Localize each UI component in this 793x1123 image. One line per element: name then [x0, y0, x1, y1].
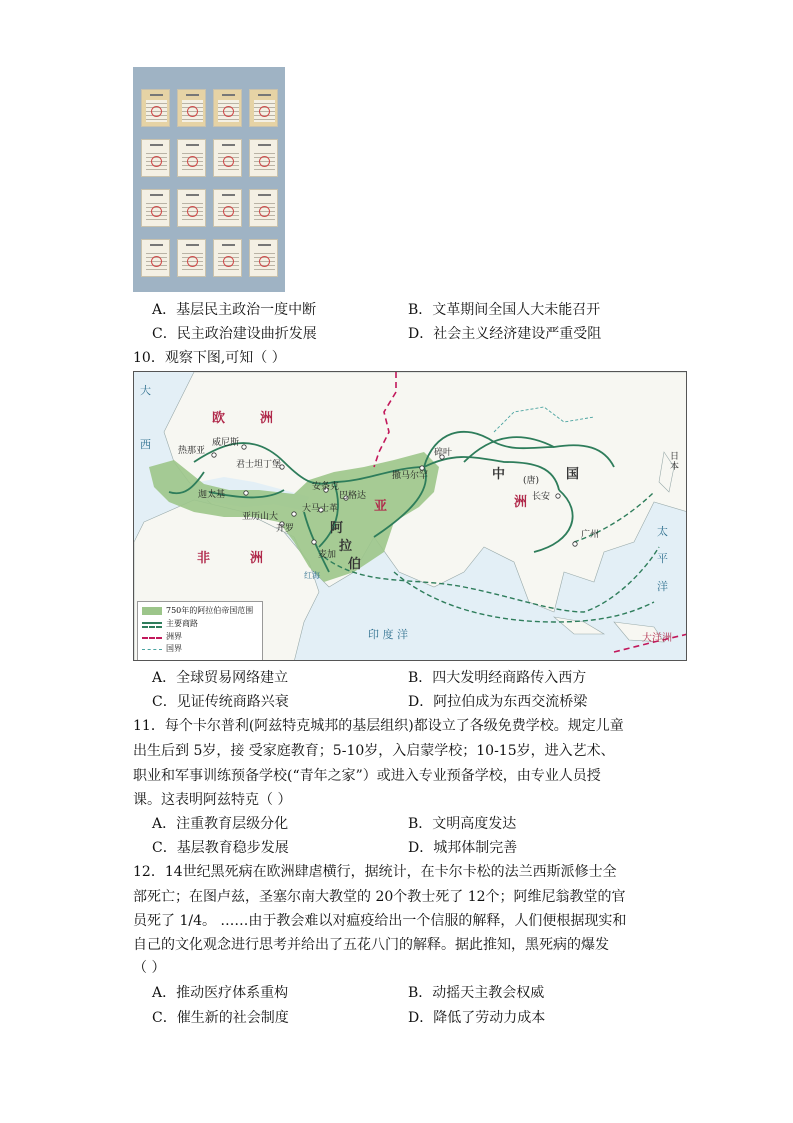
label-asia-zhou: 洲 [514, 495, 528, 510]
seal-icon [259, 256, 270, 267]
certificate-image [141, 89, 170, 127]
q11-stem-line-3: 职业和军事训练预备学校(“青年之家”）或进入专业预备学校，由专业人员授 [133, 768, 601, 784]
legend-empire-label: 750年的阿拉伯帝国范围 [166, 606, 254, 615]
label-africa-2: 洲 [250, 551, 264, 566]
q12-option-a[interactable]: A．推动医疗体系重构 [152, 985, 289, 1001]
legend-national-label: 国界 [166, 644, 182, 653]
legend-route-label: 主要商路 [166, 619, 198, 628]
certificate-image [177, 239, 206, 277]
seal-icon [151, 256, 162, 267]
legend-continent-swatch [142, 637, 162, 639]
legend-route-swatch [142, 622, 162, 624]
q11-stem-line-4: 课。这表明阿兹特克（ ） [133, 792, 292, 808]
seal-icon [187, 156, 198, 167]
q12-stem-line-4: 自己的文化观念进行思考并给出了五花八门的解释。据此推知，黑死病的爆发 [133, 937, 609, 953]
label-indian-ocean: 印 度 洋 [368, 628, 408, 641]
q11-option-b[interactable]: B．文明高度发达 [408, 816, 517, 832]
seal-icon [151, 156, 162, 167]
label-europe: 欧 [212, 411, 226, 426]
certificate-image [141, 139, 170, 177]
q12-option-c[interactable]: C．催生新的社会制度 [152, 1010, 289, 1026]
label-europe-2: 洲 [260, 411, 274, 426]
q9-option-c[interactable]: C．民主政治建设曲折发展 [152, 326, 317, 342]
certificate-image [213, 139, 242, 177]
q10-option-d[interactable]: D．阿拉伯成为东西交流桥梁 [408, 694, 588, 710]
seal-icon [223, 256, 234, 267]
label-arabia-3: 伯 [348, 557, 362, 572]
q12-option-b[interactable]: B．动摇天主教会权威 [408, 985, 545, 1001]
label-genoa: 热那亚 [178, 446, 206, 456]
label-antioch: 安条克 [312, 482, 340, 492]
label-red-sea: 红海 [304, 571, 320, 580]
q12-stem-line-3: 员死了 1/4。 ……由于教会难以对瘟疫给出一个信服的解释，人们便根据现实和 [133, 913, 627, 929]
legend-national-swatch [142, 649, 162, 650]
label-alexandria: 亚历山大 [242, 512, 279, 522]
seal-icon [259, 156, 270, 167]
label-arabia-2: 拉 [339, 539, 353, 554]
q10-option-b[interactable]: B．四大发明经商路传入西方 [408, 670, 587, 686]
label-japan: 日本 [670, 452, 680, 472]
certificates-photo [133, 67, 285, 292]
label-mecca: 麦加 [318, 550, 337, 560]
certificate-image [141, 189, 170, 227]
q10-option-c[interactable]: C．见证传统商路兴衰 [152, 694, 289, 710]
label-guangzhou: 广州 [581, 530, 600, 540]
q10-stem: 10．观察下图,可知（ ） [133, 350, 286, 366]
certificate-image [213, 239, 242, 277]
label-atlantic-1: 大 [140, 384, 151, 397]
certificate-image [177, 89, 206, 127]
label-china-guo: 国 [566, 467, 580, 482]
q9-option-a[interactable]: A．基层民主政治一度中断 [152, 302, 317, 318]
seal-icon [259, 106, 270, 117]
label-pacific-3: 洋 [657, 580, 668, 593]
label-pacific-1: 太 [657, 525, 668, 538]
legend-searoute-swatch [142, 626, 162, 628]
legend-empire-swatch [142, 607, 162, 615]
seal-icon [187, 106, 198, 117]
seal-icon [187, 256, 198, 267]
label-samarkand: 撒马尔罕 [392, 471, 429, 481]
q12-stem-line-2: 部死亡；在图卢兹，圣塞尔南大教堂的 20个教士死了 12个；阿维尼翁教堂的官 [133, 889, 626, 905]
seal-icon [223, 106, 234, 117]
q10-option-a[interactable]: A．全球贸易网络建立 [152, 670, 289, 686]
certificate-image [249, 239, 278, 277]
certificate-image [249, 89, 278, 127]
seal-icon [151, 206, 162, 217]
q11-option-a[interactable]: A．注重教育层级分化 [152, 816, 289, 832]
label-tang: (唐) [523, 476, 540, 486]
q9-option-d[interactable]: D．社会主义经济建设严重受阻 [408, 326, 602, 342]
seal-icon [223, 206, 234, 217]
label-asia: 亚 [374, 499, 388, 514]
label-suyab: 碎叶 [434, 448, 453, 458]
q11-stem-line-2: 出生后到 5岁，接 受家庭教育；5-10岁，入启蒙学校；10-15岁，进入艺术、 [133, 743, 615, 759]
label-venice: 威尼斯 [212, 438, 240, 448]
map-legend [137, 601, 263, 661]
certificate-image [249, 139, 278, 177]
label-arabia-1: 阿 [330, 521, 344, 536]
certificate-image [177, 139, 206, 177]
label-cairo: 开罗 [276, 524, 295, 534]
label-atlantic-2: 西 [140, 438, 151, 451]
label-carthage: 迦太基 [198, 490, 226, 500]
q9-option-b[interactable]: B．文革期间全国人大未能召开 [408, 302, 601, 318]
label-baghdad: 巴格达 [339, 491, 367, 501]
label-damascus: 大马士革 [302, 504, 339, 514]
label-africa: 非 [197, 551, 211, 566]
certificate-image [177, 189, 206, 227]
label-china-zhong: 中 [492, 467, 506, 482]
q11-option-c[interactable]: C．基层教育稳步发展 [152, 840, 289, 856]
certificate-image [213, 89, 242, 127]
seal-icon [223, 156, 234, 167]
certificate-image [249, 189, 278, 227]
label-changan: 长安 [532, 492, 551, 502]
q11-option-d[interactable]: D．城邦体制完善 [408, 840, 518, 856]
q12-option-d[interactable]: D．降低了劳动力成本 [408, 1010, 546, 1026]
certificate-image [141, 239, 170, 277]
label-oceania: 大洋洲 [642, 633, 672, 644]
silk-road-map [133, 371, 687, 661]
seal-icon [259, 206, 270, 217]
label-pacific-2: 平 [657, 552, 668, 565]
label-constantinople: 君士坦丁堡 [236, 460, 282, 470]
q12-stem-line-1: 12．14世纪黑死病在欧洲肆虐横行，据统计，在卡尔卡松的法兰西斯派修士全 [133, 864, 617, 880]
q12-stem-line-5: （ ） [133, 960, 166, 976]
q11-stem-line-1: 11．每个卡尔普利(阿兹特克城邦的基层组织)都设立了各级免费学校。规定儿童 [133, 718, 624, 734]
certificate-image [213, 189, 242, 227]
legend-continent-label: 洲界 [166, 632, 182, 641]
seal-icon [151, 106, 162, 117]
seal-icon [187, 206, 198, 217]
